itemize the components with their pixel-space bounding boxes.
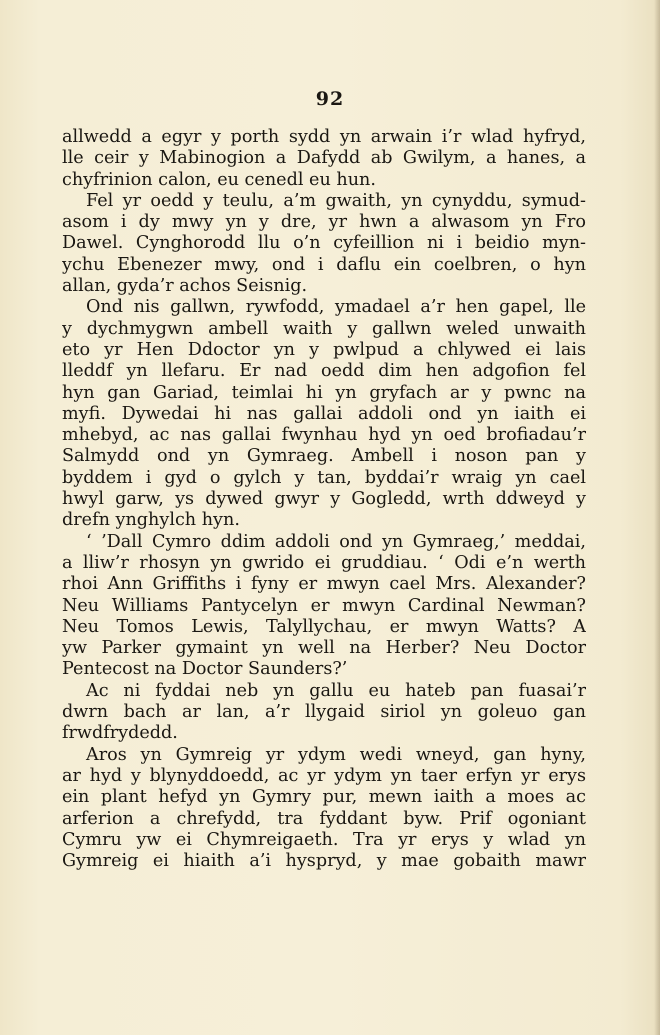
text-line: Aros yn Gymreig yr ydym wedi wneyd, gan hyny, [86, 744, 586, 765]
text-line: dwrn bach ar lan, a’r llygaid siriol yn goleuo gan [62, 702, 586, 723]
text-line: Ond nis gallwn, rywfodd, ymadael a’r hen gapel, lle [86, 297, 586, 318]
page-number: 92 [315, 88, 345, 110]
text-line: ein plant hefyd yn Gymry pur, mewn iaith a moes ac [62, 787, 586, 808]
text-line: chyfrinion calon, eu cenedl eu hun. [62, 169, 376, 190]
text-line: yw Parker gymaint yn well na Herber? Neu Doctor [62, 638, 586, 659]
text-line: asom i dy mwy yn y dre, yr hwn a alwasom yn Fro [62, 212, 586, 233]
text-line: Gymreig ei hiaith a’i hyspryd, y mae gobaith mawr [62, 851, 586, 872]
body-text [62, 127, 586, 872]
text-line: y dychmygwn ambell waith y gallwn weled unwaith [62, 318, 586, 339]
text-line: myfi. Dywedai hi nas gallai addoli ond yn iaith ei [62, 403, 586, 424]
text-line: ar hyd y blynyddoedd, ac yr ydym yn taer erfyn yr erys [62, 765, 586, 786]
text-line: eto yr Hen Ddoctor yn y pwlpud a chlywed ei lais [62, 339, 586, 360]
text-line: lleddf yn llefaru. Er nad oedd dim hen adgofion fel [62, 361, 586, 382]
text-line: Fel yr oedd y teulu, a’m gwaith, yn cynyddu, symud- [86, 190, 586, 211]
text-line: drefn ynghylch hyn. [62, 510, 240, 531]
text-line: Ac ni fyddai neb yn gallu eu hateb pan fuasai’r [86, 680, 586, 701]
text-line: mhebyd, ac nas gallai fwynhau hyd yn oed brofiadau’r [62, 425, 586, 446]
text-line: ychu Ebenezer mwy, ond i daflu ein coelbren, o hyn [62, 254, 586, 275]
text-line: Neu Tomos Lewis, Talyllychau, er mwyn Watts? A [62, 616, 586, 637]
text-line: lle ceir y Mabinogion a Dafydd ab Gwilym, a hanes, a [62, 148, 586, 169]
text-line: byddem i gyd o gylch y tan, byddai’r wraig yn cael [62, 467, 586, 488]
text-line: Cymru yw ei Chymreigaeth. Tra yr erys y wlad yn [62, 829, 586, 850]
text-line: Dawel. Cynghorodd llu o’n cyfeillion ni i beidio myn- [62, 233, 586, 254]
page-edge-shadow [654, 0, 660, 1035]
text-line: allwedd a egyr y porth sydd yn arwain i’r wlad hyfryd, [62, 127, 586, 147]
text-line: ‘ ’Dall Cymro ddim addoli ond yn Gymraeg,’ meddai, [86, 531, 586, 552]
text-line: a lliw’r rhosyn yn gwrido ei gruddiau. ‘ Odi e’n werth [62, 552, 586, 573]
text-line: Neu Williams Pantycelyn er mwyn Cardinal Newman? [62, 595, 586, 616]
text-line: hwyl garw, ys dywed gwyr y Gogledd, wrth ddweyd y [62, 489, 586, 510]
text-line: frwdfrydedd. [62, 723, 178, 744]
text-line: Pentecost na Doctor Saunders?’ [62, 659, 348, 680]
text-line: rhoi Ann Griffiths i fyny er mwyn cael Mrs. Alexander? [62, 574, 586, 595]
text-line: arferion a chrefydd, tra fyddant byw. Prif ogoniant [62, 808, 586, 829]
text-line: allan, gyda’r achos Seisnig. [62, 276, 308, 297]
text-line: hyn gan Gariad, teimlai hi yn gryfach ar y pwnc na [62, 382, 586, 403]
text-line: Salmydd ond yn Gymraeg. Ambell i noson pan y [62, 446, 586, 467]
